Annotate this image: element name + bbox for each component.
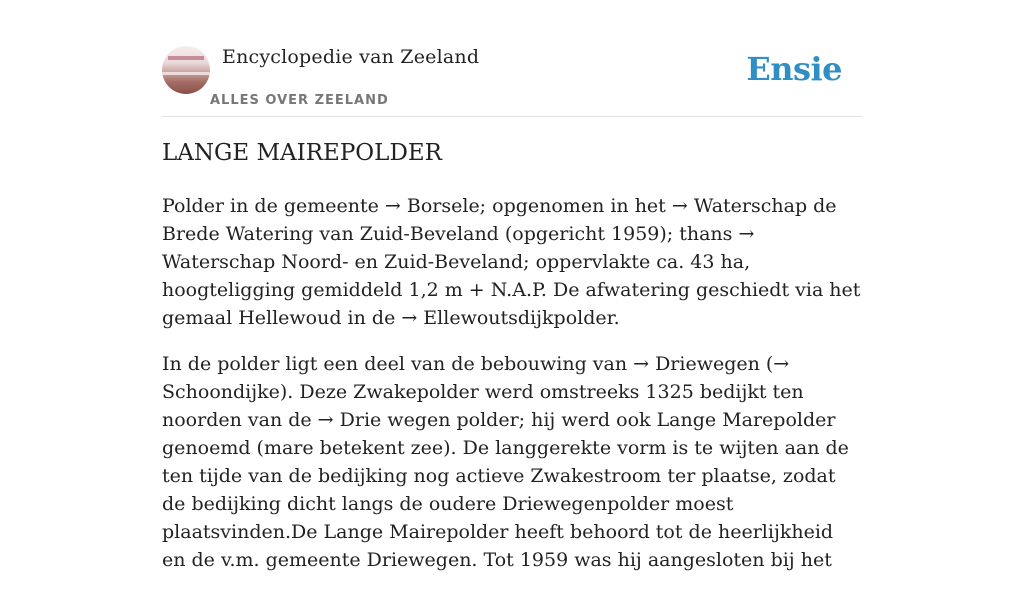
site-avatar[interactable] bbox=[162, 46, 210, 94]
brand-logo[interactable]: Ensie bbox=[746, 50, 842, 88]
article-title: LANGE MAIREPOLDER bbox=[162, 140, 442, 166]
site-subtitle: ALLES OVER ZEELAND bbox=[210, 93, 389, 108]
page bbox=[162, 0, 862, 571]
avatar-decoration bbox=[162, 72, 210, 75]
article-paragraph: In de polder ligt een deel van de bebouwing van → Driewegen (→ Schoondijke). Deze Zwakepolder werd omstreeks 1325 bedijkt ten noorden van de → Drie wegen polder; hij werd ook Lange Marepolder genoemd (mare betekent zee). De langgerekte vorm is te wijten aan de ten tijde van de bedijking nog actieve Zwakestroom ter plaatse, zodat de bedijking dicht langs de oudere Driewegenpolder moest plaatsvinden.De Lange Mairepolder heeft behoord tot de heerlijkheid en de v.m. gemeente Driewegen. Tot 1959 was hij aangesloten bij het bbox=[162, 353, 849, 571]
article-body bbox=[162, 192, 862, 592]
article-paragraph: Polder in de gemeente → Borsele; opgenomen in het → Waterschap de Brede Watering van Zuid-Beveland (opgericht 1959); thans → Waterschap Noord- en Zuid-Beveland; oppervlakte ca. 43 ha, hoogteligging gemiddeld 1,2 m + N.A.P. De afwatering geschiedt via het gemaal Hellewoud in de → Ellewoutsdijkpolder. bbox=[162, 195, 861, 329]
site-title-link[interactable]: Encyclopedie van Zeeland bbox=[222, 46, 480, 68]
avatar-decoration bbox=[168, 56, 204, 60]
site-header bbox=[162, 0, 862, 117]
